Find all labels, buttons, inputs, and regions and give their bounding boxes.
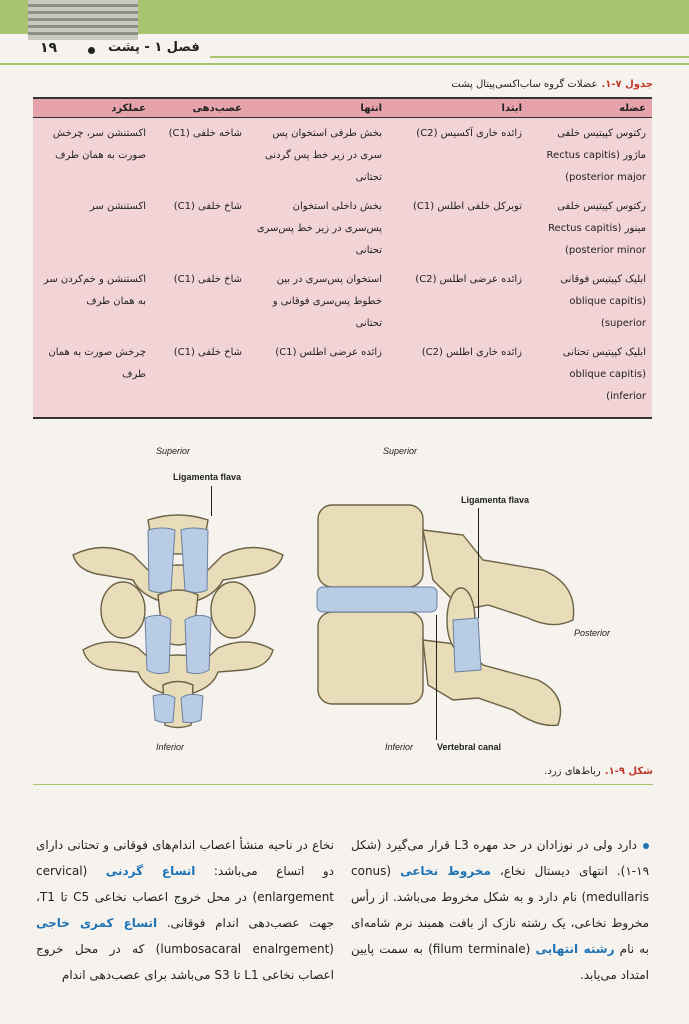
cell-innervation: شاخ خلفی (C1) — [173, 201, 242, 212]
header-muscle: عضله — [528, 99, 652, 118]
cell-muscle: ابلیک کپیتیس فوقانی (oblique capitis superior) — [560, 274, 646, 329]
cell-insertion: بخش طرفی استخوان پس سری در زیر خط پس گردنی تحتانی — [264, 128, 382, 183]
ligamenta-flava-figure — [33, 440, 652, 760]
page-number: ۱۹ — [40, 40, 58, 56]
cell-insertion: بخش داخلی استخوان پس‌سری در زیر خط پس‌سری تحتانی — [256, 201, 382, 256]
table-row — [33, 337, 652, 410]
term-conus-medullaris: مخروط نخاعی — [400, 864, 491, 878]
right-ligament-label: Ligamenta flava — [461, 495, 530, 505]
right-ligament-leader — [478, 508, 479, 618]
cell-muscle: رکتوس کپیتیس خلفی مینور (Rectus capitis posterior minor) — [548, 201, 646, 256]
cell-insertion: زائده عرضی اطلس (C1) — [275, 347, 382, 358]
cell-muscle: ابلیک کپیتیس تحتانی (oblique capitis inferior) — [562, 347, 646, 402]
table-row — [33, 118, 652, 192]
bullet-icon — [643, 843, 649, 849]
table-row — [33, 264, 652, 337]
right-superior-label: Superior — [383, 446, 418, 456]
cell-action: اکستنشن سر، چرخش صورت به همان طرف — [52, 128, 146, 161]
left-text-2: (cervical enlargement) در محل خروج اعصاب نخاعی C5 تا T1، جهت عصب‌دهی اندام فوقانی. — [36, 864, 334, 930]
page-header — [0, 34, 689, 64]
header-action: عملکرد — [33, 99, 152, 118]
cell-origin: توبرکل خلفی اطلس (C1) — [413, 201, 522, 212]
lateral-vertebrae-illustration — [313, 500, 593, 730]
posterior-label: Posterior — [574, 628, 611, 638]
chapter-title: فصل ۱ - پشت — [108, 40, 200, 55]
right-text-1: دارد ولی در نوزادان در حد مهره L3 قرار می‌گیرد (شکل ۱۹-۱). انتهای دیستال نخاع، — [351, 838, 650, 878]
vertebral-canal-leader — [436, 615, 437, 740]
header-origin: ابتدا — [388, 99, 528, 118]
vertebral-canal-label: Vertebral canal — [437, 742, 502, 752]
cell-muscle: رکتوس کپیتیس خلفی ماژور (Rectus capitis posterior major) — [546, 128, 646, 183]
right-inferior-label: Inferior — [385, 742, 414, 752]
cell-origin: زائده خاری آکسیس (C2) — [416, 128, 522, 139]
left-text-3: (lumbosacaral enalrgement) که در محل خروج اعصاب نخاعی L1 تا S3 می‌باشد برای عصب‌دهی اندام — [36, 942, 334, 982]
figure-caption-text: رباط‌های زرد. — [544, 766, 601, 777]
table-caption-text: عضلات گروه ساب‌اکسی‌پیتال پشت — [451, 79, 598, 90]
table-header-row — [33, 99, 652, 118]
suboccipital-muscles-table — [33, 97, 652, 419]
table-row — [33, 191, 652, 264]
posterior-vertebrae-illustration — [63, 500, 293, 730]
header-rule-lower — [0, 63, 689, 65]
cell-origin: زائده عرضی اطلس (C2) — [415, 274, 522, 285]
header-rule — [210, 56, 689, 58]
term-lumbosacral-enlargement: اتساع کمری خاجی — [36, 916, 158, 930]
table-caption-label: جدول ۷-۱. — [601, 79, 653, 90]
right-text-3: (filum terminale) به سمت پایین امتداد می‌یابد. — [351, 942, 649, 982]
header-innervation: عصب‌دهی — [152, 99, 248, 118]
cell-innervation: شاخه خلفی (C1) — [168, 128, 242, 139]
term-cervical-enlargement: اتساع گردنی — [105, 864, 196, 878]
cell-action: اکستنشن و خم‌کردن سر به همان طرف — [43, 274, 146, 307]
left-inferior-label: Inferior — [156, 742, 185, 752]
cell-action: چرخش صورت به همان طرف — [48, 347, 146, 380]
header-dot-icon — [88, 47, 95, 54]
figure-caption — [544, 766, 653, 777]
cell-innervation: شاخ خلفی (C1) — [173, 347, 242, 358]
figure-caption-label: شکل ۹-۱. — [604, 766, 653, 777]
table-caption — [451, 79, 653, 90]
left-superior-label: Superior — [156, 446, 191, 456]
left-ligament-leader — [211, 486, 212, 516]
body-paragraph-right — [351, 832, 649, 988]
right-text-2: (conus medullaris) نام دارد و به شکل مخروط می‌باشد. از رأس مخروط نخاعی، یک رشته نازک از بافت همبند نرم شامه‌ای به نام — [351, 864, 650, 956]
left-ligament-label: Ligamenta flava — [173, 472, 242, 482]
left-text-1: نخاع در ناحیه منشأ اعصاب اندام‌های فوقانی و تحتانی دارای دو اتساع می‌باشد: — [36, 838, 334, 878]
header-insertion: انتها — [248, 99, 388, 118]
cell-origin: زائده خاری اطلس (C2) — [421, 347, 522, 358]
term-filum-terminale: رشته انتهایی — [535, 942, 615, 956]
cell-insertion: استخوان پس‌سری در بین خطوط پس‌سری فوقانی و تحتانی — [272, 274, 382, 329]
figure-rule — [33, 784, 653, 785]
cell-action: اکستنشن سر — [89, 201, 146, 212]
body-paragraph-left — [36, 832, 334, 988]
cell-innervation: شاخ خلفی (C1) — [173, 274, 242, 285]
